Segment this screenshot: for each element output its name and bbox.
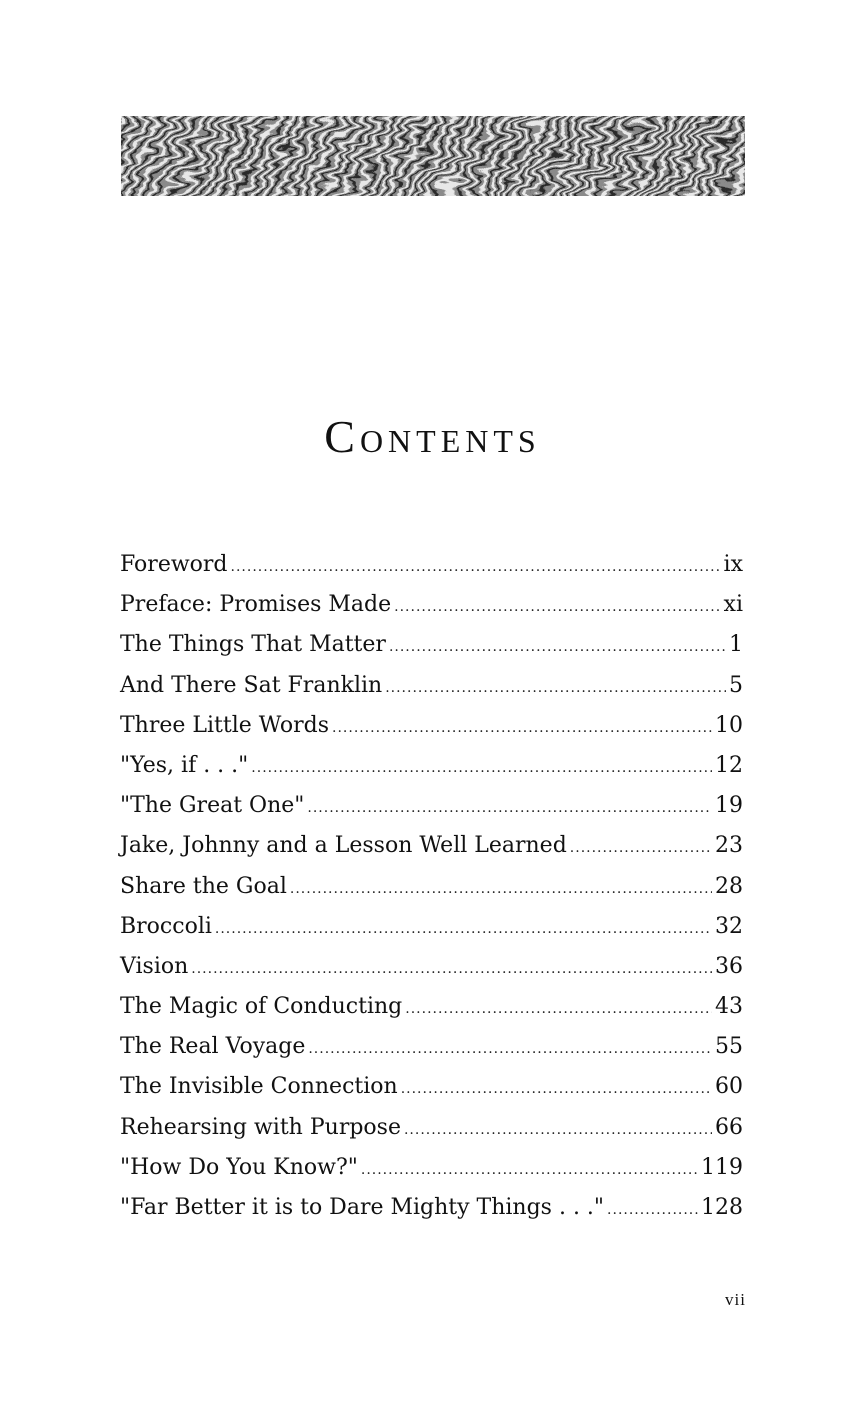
toc-entry-page: 12 [715, 752, 743, 778]
toc-entry-page: 60 [715, 1074, 743, 1100]
table-of-contents [118, 545, 743, 1228]
toc-entry-title: "The Great One" [120, 793, 305, 819]
toc-entry[interactable] [118, 1148, 743, 1188]
toc-entry-title: The Magic of Conducting [120, 994, 403, 1020]
marbled-header-banner [121, 116, 745, 196]
toc-entry[interactable] [118, 545, 743, 585]
toc-entry[interactable] [118, 1067, 743, 1107]
toc-entry[interactable] [118, 1188, 743, 1228]
dot-leader [361, 1150, 698, 1190]
toc-entry-title: The Real Voyage [120, 1034, 306, 1060]
dot-leader [251, 748, 712, 788]
page-title: Contents [324, 411, 541, 462]
toc-entry[interactable] [118, 625, 743, 665]
page-number: vii [725, 1290, 746, 1309]
toc-entry[interactable] [118, 947, 743, 987]
toc-entry-title: The Invisible Connection [120, 1074, 398, 1100]
toc-entry-title: "How Do You Know?" [120, 1154, 358, 1180]
toc-entry[interactable] [118, 1108, 743, 1148]
dot-leader [570, 828, 712, 868]
dot-leader [404, 1110, 712, 1150]
dot-leader [290, 869, 712, 909]
dot-leader [308, 1029, 712, 1069]
toc-entry-page: 43 [715, 994, 743, 1020]
dot-leader [332, 708, 712, 748]
toc-entry-page: 5 [729, 672, 743, 698]
dot-leader [405, 989, 712, 1029]
toc-entry-title: Preface: Promises Made [120, 592, 392, 618]
toc-entry[interactable] [118, 987, 743, 1027]
toc-entry-title: Vision [120, 953, 189, 979]
toc-entry-title: The Things That Matter [120, 632, 386, 658]
toc-entry-page: 28 [715, 873, 743, 899]
toc-entry-title: Rehearsing with Purpose [120, 1114, 401, 1140]
toc-entry[interactable] [118, 907, 743, 947]
marble-texture-image [121, 116, 745, 196]
toc-entry-page: 19 [715, 793, 743, 819]
toc-entry-title: Foreword [120, 552, 228, 577]
toc-entry[interactable] [118, 826, 743, 866]
toc-entry-title: Share the Goal [120, 873, 287, 899]
toc-entry-title: "Yes, if . . ." [120, 752, 249, 778]
dot-leader [231, 547, 721, 587]
toc-entry-page: 32 [715, 913, 743, 939]
toc-entry[interactable] [118, 746, 743, 786]
toc-entry[interactable] [118, 786, 743, 826]
toc-entry-title: "Far Better it is to Dare Mighty Things . . ." [120, 1195, 605, 1220]
toc-entry[interactable] [118, 1027, 743, 1067]
toc-entry-page: 36 [715, 953, 743, 979]
toc-entry-page: 66 [715, 1114, 743, 1140]
toc-entry-title: And There Sat Franklin [120, 672, 383, 698]
toc-entry[interactable] [118, 867, 743, 907]
toc-entry-page: 119 [701, 1154, 743, 1180]
dot-leader [401, 1069, 712, 1109]
toc-entry-page: 128 [701, 1195, 743, 1220]
dot-leader [394, 587, 720, 627]
toc-entry-title: Three Little Words [120, 712, 330, 738]
toc-entry[interactable] [118, 706, 743, 746]
toc-entry-page: 1 [729, 632, 743, 658]
toc-entry-page: 23 [715, 833, 743, 859]
dot-leader [191, 949, 712, 989]
dot-leader [607, 1190, 698, 1230]
toc-entry[interactable] [118, 585, 743, 625]
toc-entry-page: ix [723, 552, 743, 577]
toc-entry[interactable] [118, 666, 743, 706]
toc-entry-title: Broccoli [120, 913, 212, 939]
toc-entry-page: 10 [715, 712, 743, 738]
dot-leader [215, 909, 712, 949]
toc-entry-title: Jake, Johnny and a Lesson Well Learned [120, 833, 567, 859]
toc-entry-page: 55 [715, 1034, 743, 1060]
toc-entry-page: xi [723, 592, 743, 618]
dot-leader [385, 668, 726, 708]
dot-leader [307, 788, 712, 828]
dot-leader [389, 627, 726, 667]
